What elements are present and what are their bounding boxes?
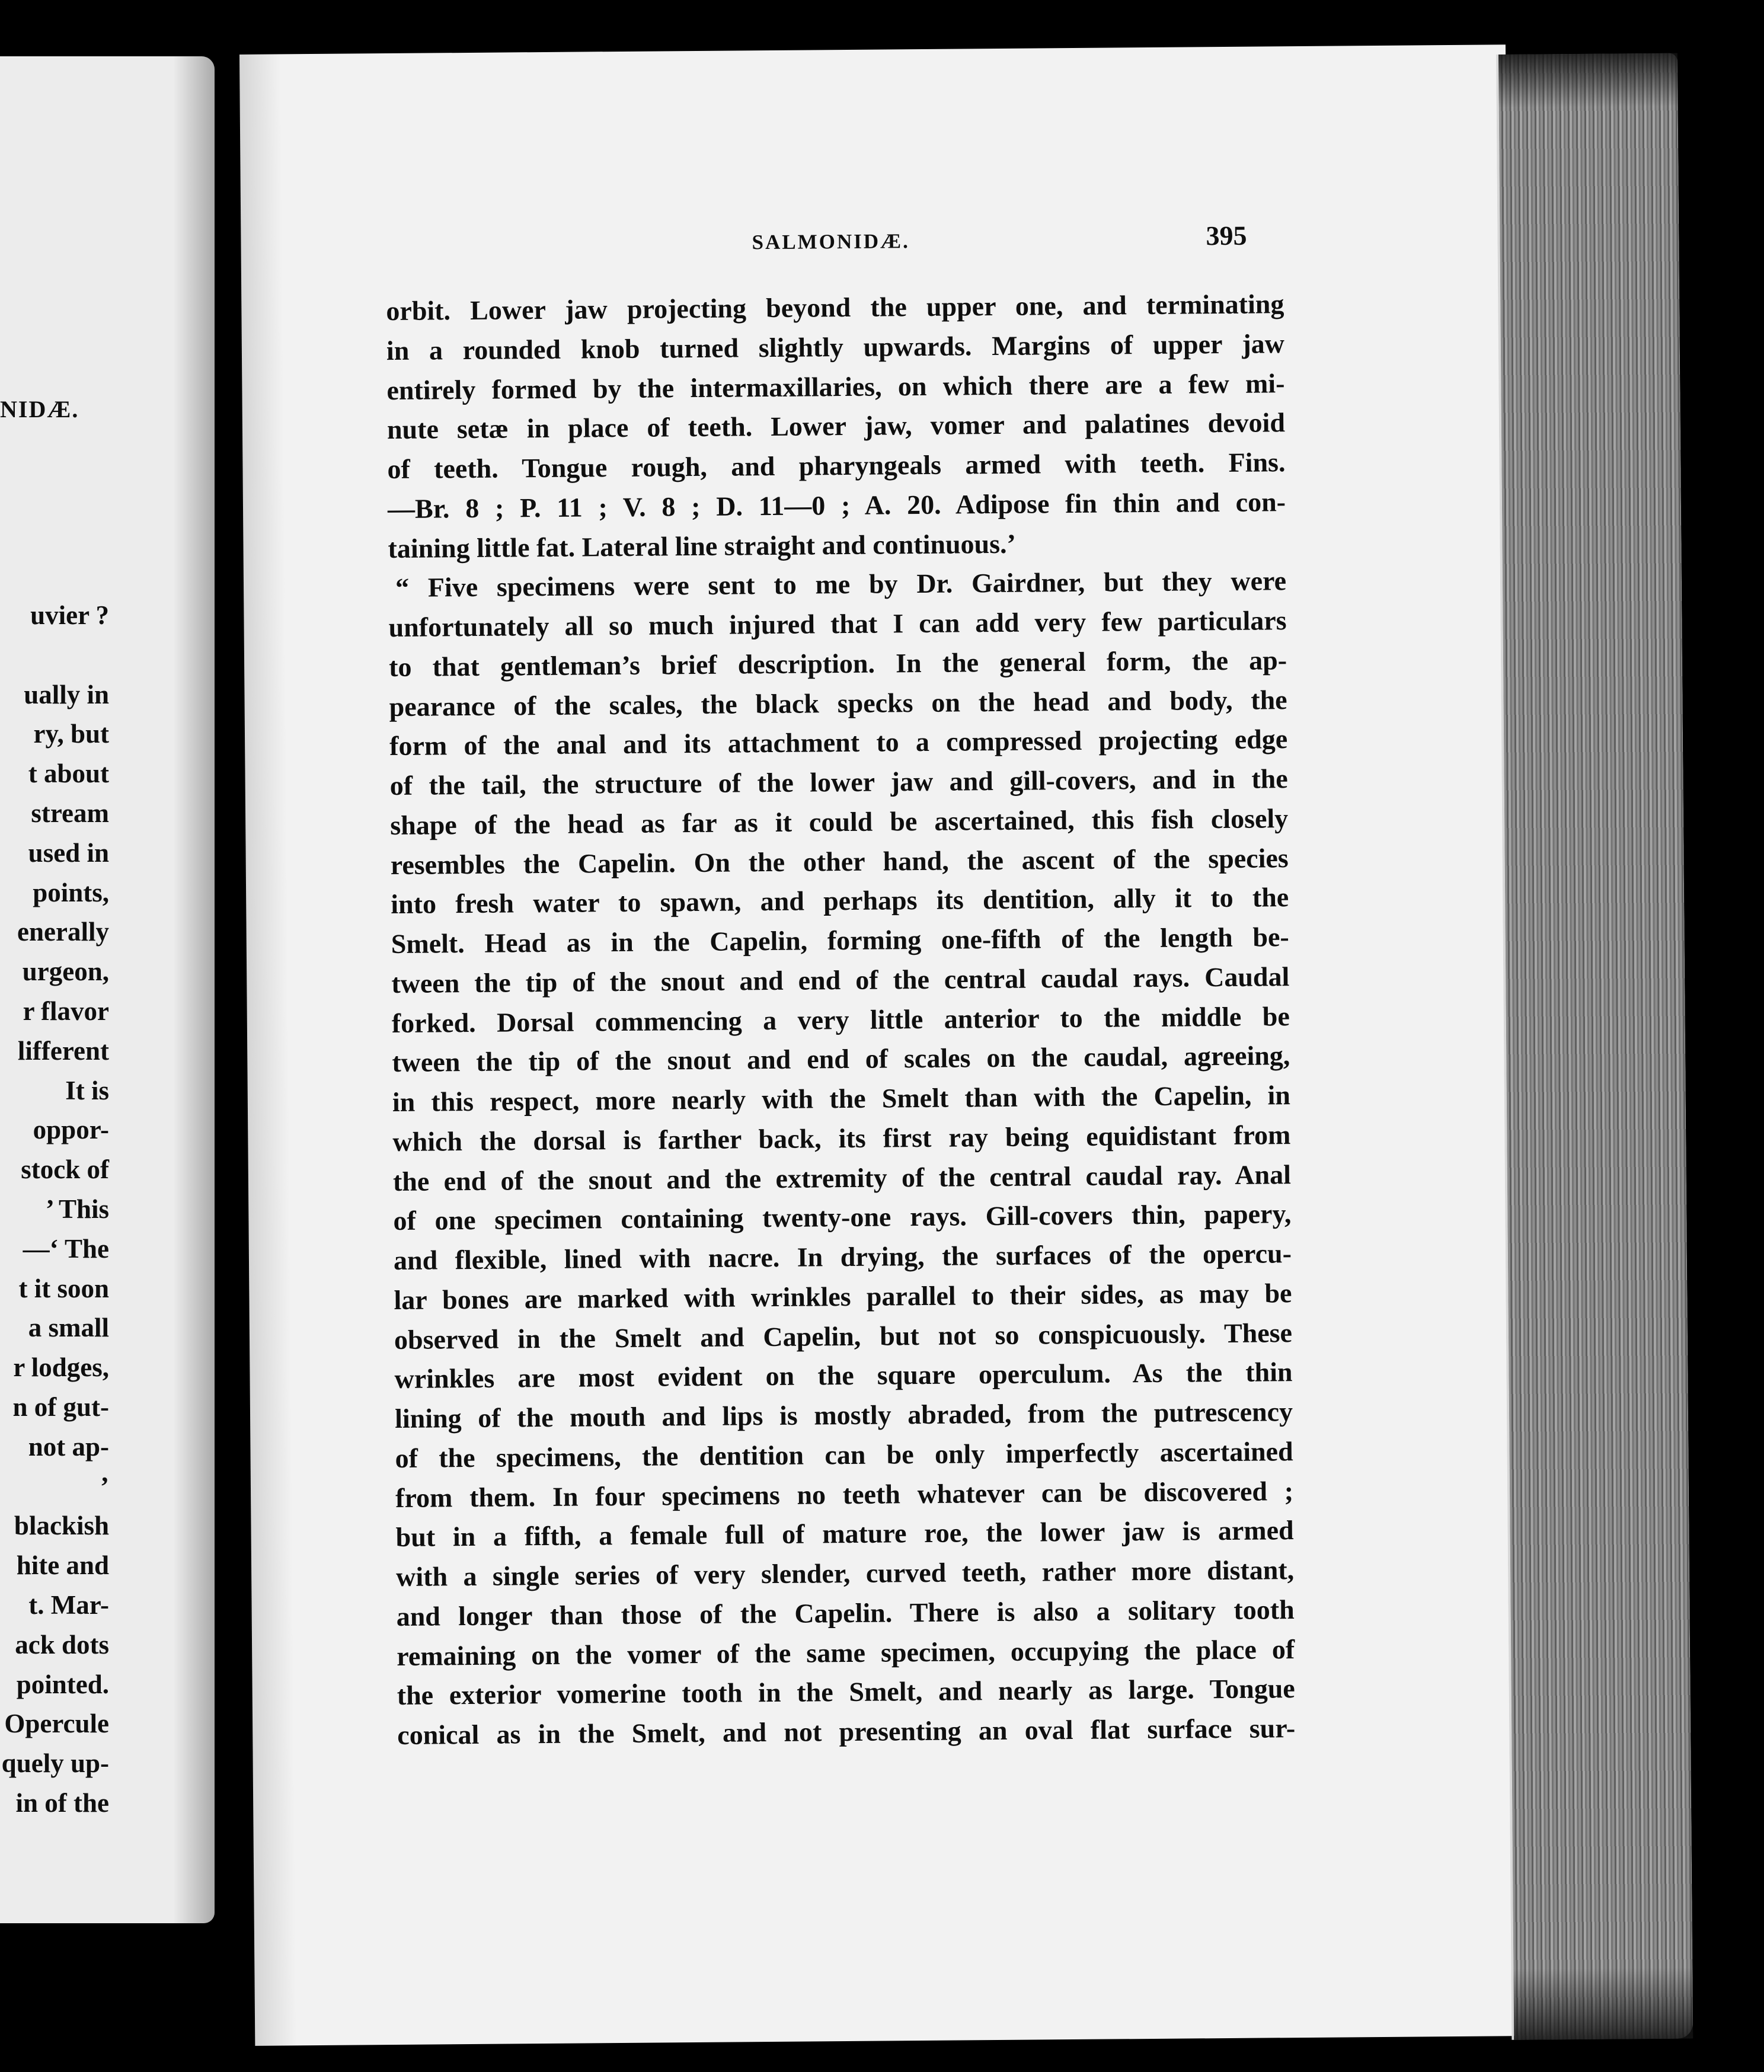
text-line: the exterior vomerine tooth in the Smelt, and nearly as large. Tongue [397, 1673, 1295, 1711]
text-line: from them. In four specimens no teeth whatever can be discovered ; [395, 1475, 1294, 1513]
left-text-line: pointed. [16, 1669, 109, 1699]
left-text-line: quely up- [1, 1748, 109, 1779]
left-text-line: ry, but [33, 719, 109, 749]
text-line: shape of the head as far as it could be ascertained, this fish closely [390, 802, 1289, 840]
left-text-line: in of the [15, 1788, 109, 1818]
running-head: SALMONIDÆ. [752, 229, 910, 254]
text-line: to that gentleman’s brief description. In the general form, the ap- [388, 644, 1287, 682]
text-line: in this respect, more nearly with the Smelt than with the Capelin, in [392, 1080, 1291, 1118]
text-line: of teeth. Tongue rough, and pharyngeals armed with teeth. Fins. [387, 447, 1286, 485]
left-text-line: lifferent [17, 1035, 109, 1066]
left-text-line: stock of [21, 1155, 109, 1185]
left-text-line: uvier ? [30, 600, 109, 630]
text-line: which the dorsal is farther back, its first ray being equidistant from [392, 1119, 1291, 1157]
text-line: but in a fifth, a female full of mature roe, the lower jaw is armed [395, 1515, 1294, 1553]
text-line: into fresh water to spawn, and perhaps its dentition, ally it to the [391, 882, 1289, 920]
text-line: and flexible, lined with nacre. In drying, the surfaces of the opercu- [393, 1238, 1292, 1276]
left-text-line: ack dots [15, 1629, 109, 1659]
text-line: of the tail, the structure of the lower jaw and gill-covers, and in the [389, 763, 1288, 801]
left-text-line: hite and [16, 1550, 109, 1581]
text-line: of one specimen containing twenty-one rays. Gill-covers thin, papery, [393, 1198, 1292, 1236]
text-line: and longer than those of the Capelin. There is also a solitary tooth [396, 1594, 1295, 1632]
left-text-line: n of gut- [12, 1392, 109, 1422]
text-line: nute setæ in place of teeth. Lower jaw, vomer and palatines devoid [386, 407, 1286, 445]
text-line: the end of the snout and the extremity of the central caudal ray. Anal [392, 1159, 1292, 1197]
left-text-line: points, [33, 877, 109, 907]
main-page-gutter-shadow [239, 54, 296, 2045]
text-line: unfortunately all so much injured that I can add very few particulars [388, 605, 1287, 643]
text-line: “ Five specimens were sent to me by Dr. Gairdner, but they were [395, 565, 1287, 603]
main-page [239, 44, 1521, 2046]
left-text-line: Opercule [4, 1709, 109, 1739]
book-fore-edge [1496, 53, 1693, 2040]
left-text-line: ’ This [45, 1194, 109, 1224]
text-line: form of the anal and its attachment to a compressed projecting edge [389, 724, 1288, 762]
left-text-line: used in [28, 837, 109, 868]
left-text-line: stream [31, 798, 109, 828]
text-line: lar bones are marked with wrinkles parallel to their sides, as may be [394, 1277, 1292, 1315]
text-line: of the specimens, the dentition can be only imperfectly ascertained [395, 1435, 1293, 1473]
left-text-line: r flavor [23, 996, 109, 1026]
left-text-line: t it soon [18, 1273, 109, 1303]
page-number: 395 [1206, 220, 1247, 251]
left-page-text [0, 596, 109, 1823]
left-text-line: ’ [100, 1471, 109, 1501]
left-text-line: t about [28, 759, 109, 789]
text-line: observed in the Smelt and Capelin, but not so conspicuously. These [394, 1317, 1293, 1355]
text-line: tween the tip of the snout and end of scales on the caudal, agreeing, [392, 1040, 1290, 1078]
fore-edge-top-shadow [1498, 53, 1678, 108]
text-line: orbit. Lower jaw projecting beyond the upper one, and terminating [386, 289, 1284, 327]
left-text-line: ually in [24, 679, 109, 709]
text-line: remaining on the vomer of the same specimen, occupying the place of [397, 1633, 1295, 1671]
left-text-line [0, 635, 109, 675]
text-line: Smelt. Head as in the Capelin, forming one-fifth of the length be- [391, 922, 1289, 960]
left-text-line: r lodges, [13, 1352, 109, 1383]
left-text-line: a small [28, 1313, 109, 1343]
left-text-line: blackish [14, 1511, 109, 1541]
text-line: conical as in the Smelt, and not presenting an oval flat surface sur- [397, 1713, 1296, 1750]
left-facing-page [0, 56, 215, 1923]
left-text-line: oppor- [33, 1115, 109, 1145]
text-line: in a rounded knob turned slightly upwards. Margins of upper jaw [386, 328, 1285, 366]
left-text-line: t. Mar- [28, 1590, 109, 1620]
text-line: entirely formed by the intermaxillaries, on which there are a few mi- [386, 367, 1285, 405]
body-text [386, 284, 1295, 1756]
left-running-head: NIDÆ. [0, 396, 79, 423]
text-line: taining little fat. Lateral line straight and continuous.’ [388, 528, 1017, 564]
left-text-line: urgeon, [22, 957, 109, 987]
left-page-gutter-shadow [173, 56, 215, 1923]
text-line: wrinkles are most evident on the square operculum. As the thin [394, 1357, 1293, 1395]
text-line: lining of the mouth and lips is mostly abraded, from the putrescency [394, 1396, 1293, 1434]
text-line: resembles the Capelin. On the other hand, the ascent of the species [390, 842, 1289, 880]
left-text-line: —‘ The [23, 1233, 109, 1264]
text-line: tween the tip of the snout and end of the central caudal rays. Caudal [391, 961, 1290, 999]
fore-edge-bottom-shadow [1513, 1967, 1693, 2039]
left-text-line: not ap- [28, 1431, 109, 1462]
left-text-line: It is [65, 1075, 109, 1105]
text-line: pearance of the scales, the black specks on the head and body, the [389, 684, 1287, 722]
text-line: with a single series of very slender, curved teeth, rather more distant, [395, 1555, 1295, 1593]
text-line: forked. Dorsal commencing a very little anterior to the middle be [391, 1000, 1290, 1038]
left-text-line: enerally [17, 917, 109, 947]
text-line: —Br. 8 ; P. 11 ; V. 8 ; D. 11—0 ; A. 20. Adipose fin thin and con- [387, 486, 1286, 524]
